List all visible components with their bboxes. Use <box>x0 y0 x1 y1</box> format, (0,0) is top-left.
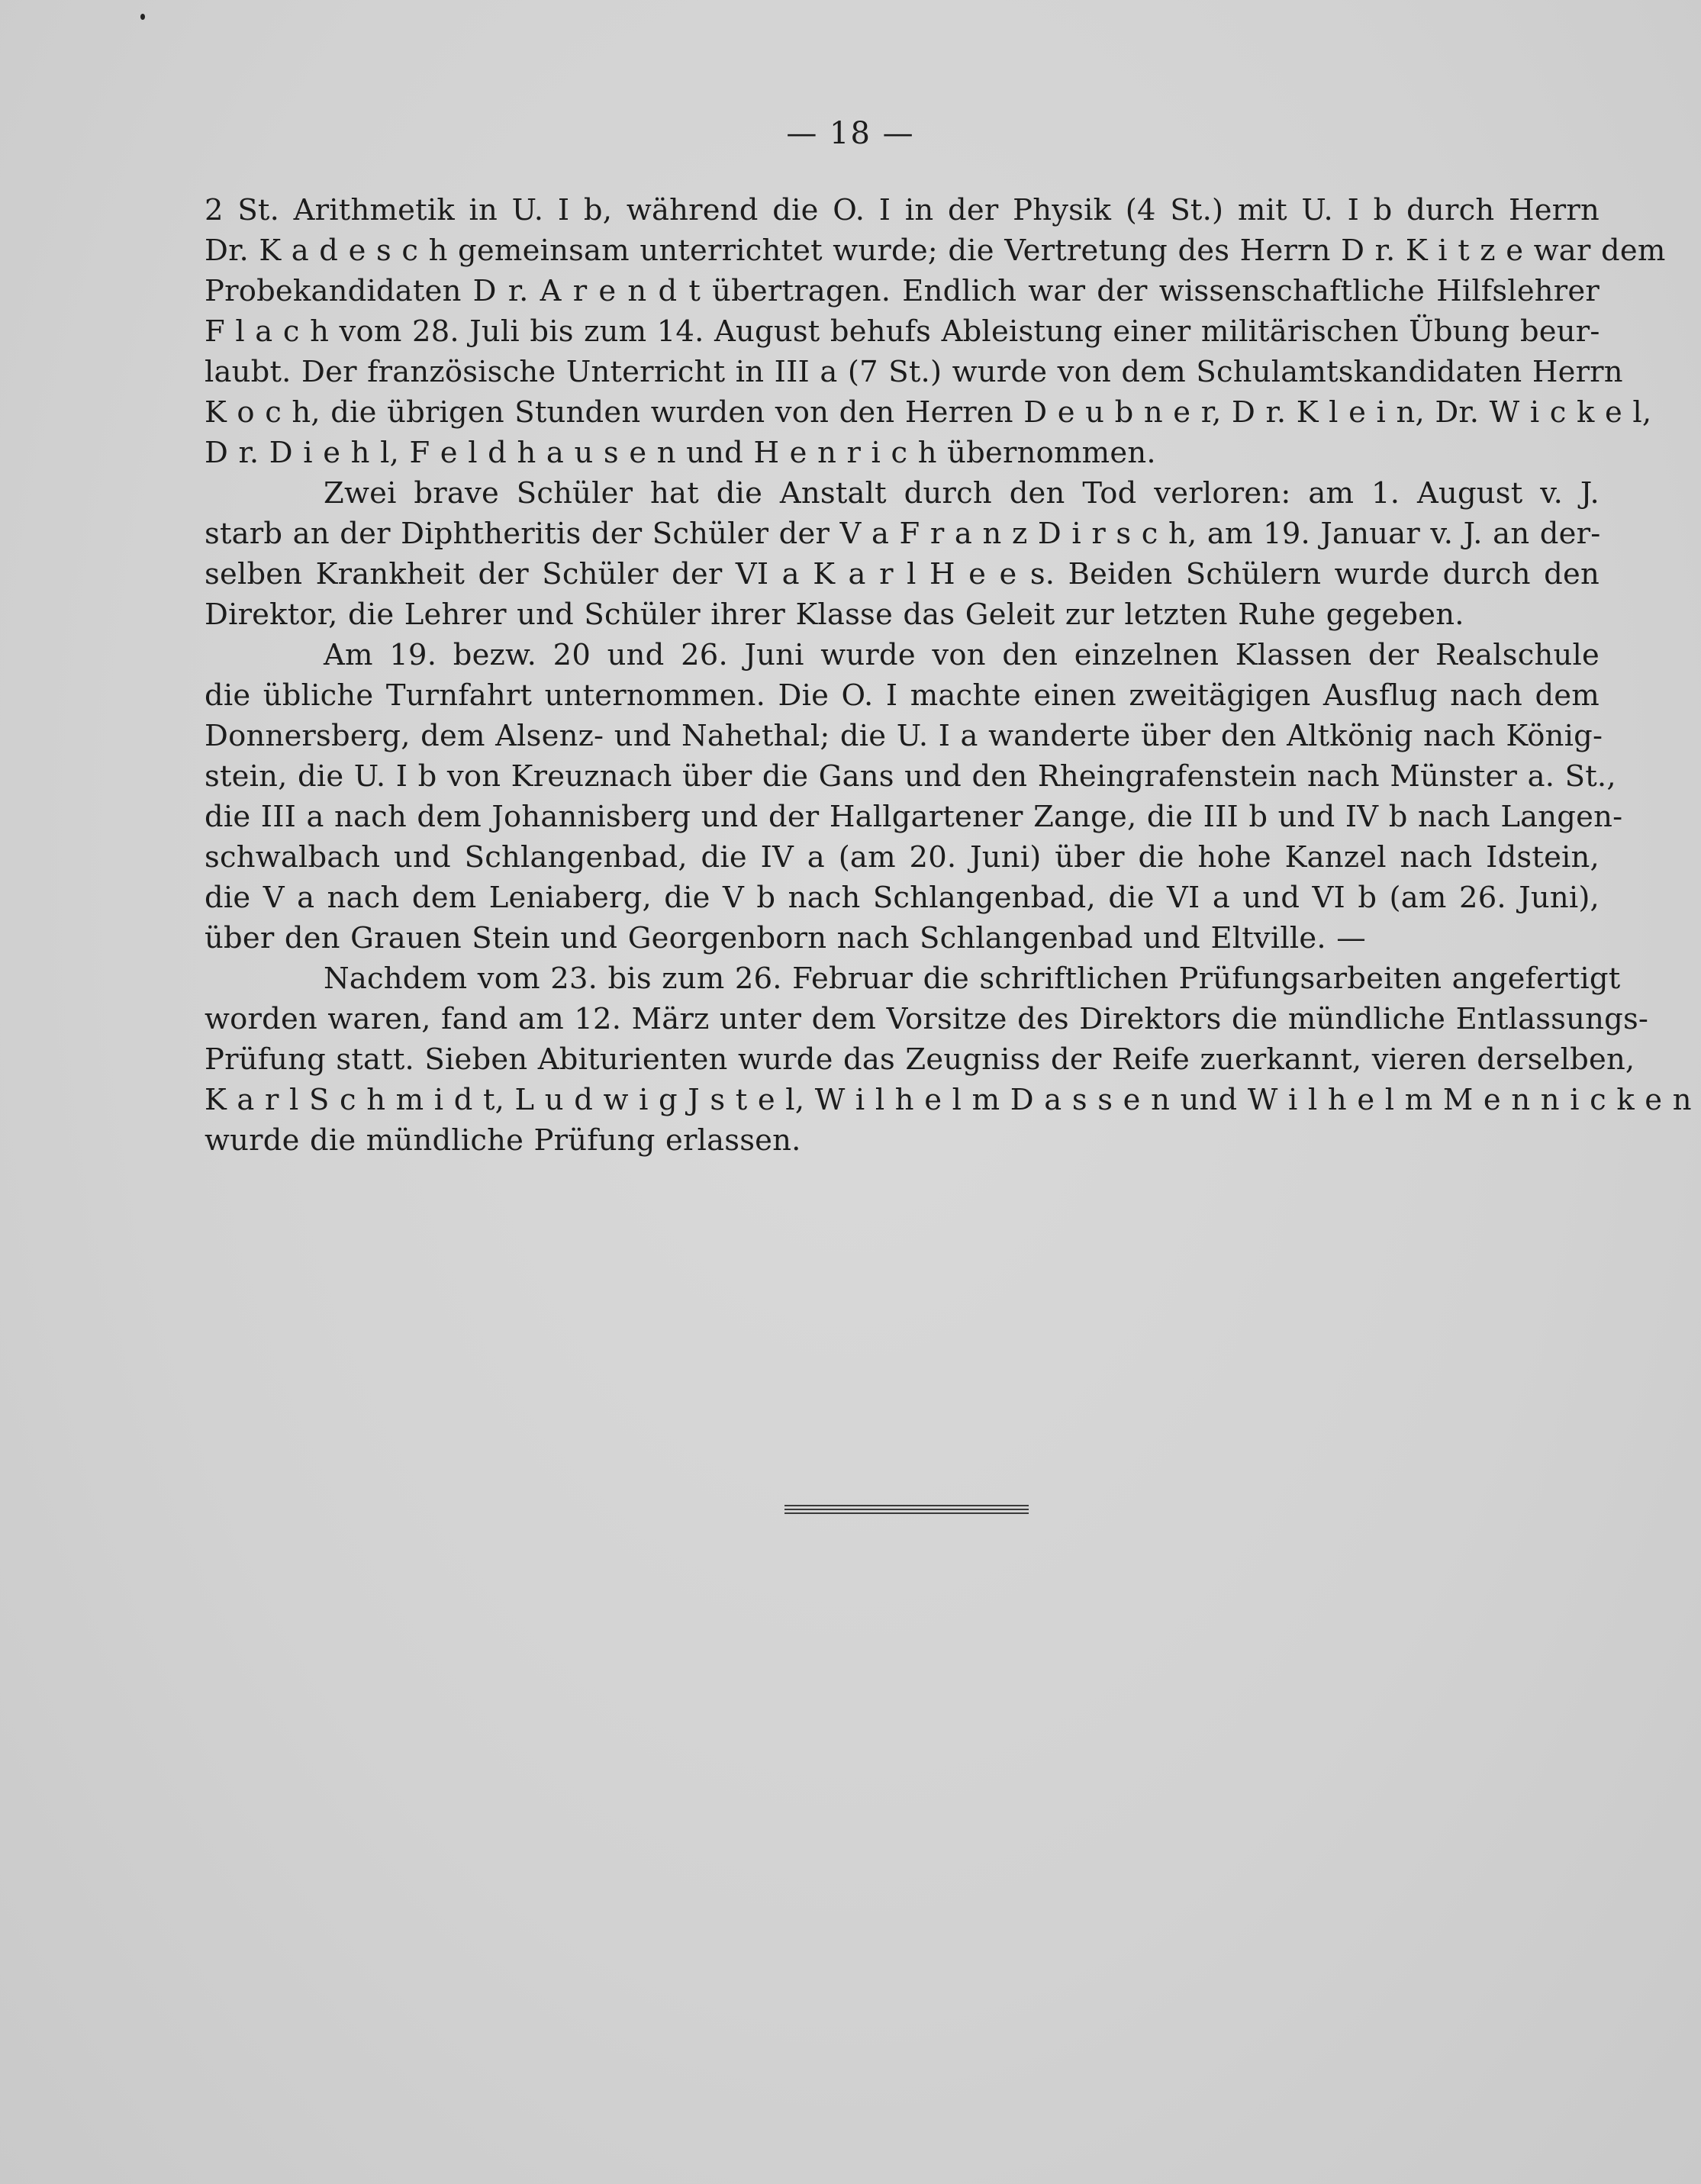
text-line: Donnersberg, dem Alsenz- und Nahethal; die U. I a wanderte über den Altkönig nach König- <box>205 719 1603 753</box>
section-divider <box>784 1505 1029 1516</box>
text-line: 2 St. Arithmetik in U. I b, während die O. I in der Physik (4 St.) mit U. I b durch Herrn <box>205 193 1600 227</box>
divider-rule <box>784 1512 1029 1514</box>
print-speck <box>140 14 145 20</box>
text-line: selben Krankheit der Schüler der VI a K a r l H e e s. Beiden Schülern wurde durch den <box>205 557 1600 591</box>
text-line: K o c h, die übrigen Stunden wurden von den Herren D e u b n e r, D r. K l e i n, Dr. W i c k e l, <box>205 395 1652 430</box>
divider-rule <box>784 1505 1029 1506</box>
text-line: Am 19. bezw. 20 und 26. Juni wurde von den einzelnen Klassen der Realschule <box>324 638 1600 672</box>
text-line: Direktor, die Lehrer und Schüler ihrer Klasse das Geleit zur letzten Ruhe gegeben. <box>205 598 1464 632</box>
text-line: Dr. K a d e s c h gemeinsam unterrichtet wurde; die Vertretung des Herrn D r. K i t z e war dem <box>205 234 1666 268</box>
text-line: die übliche Turnfahrt unternommen. Die O. I machte einen zweitägigen Ausflug nach dem <box>205 678 1600 713</box>
text-line: die III a nach dem Johannisberg und der Hallgartener Zange, die III b und IV b nach Langen- <box>205 800 1623 834</box>
text-line: stein, die U. I b von Kreuznach über die Gans und den Rheingrafenstein nach Münster a. St., <box>205 759 1616 794</box>
text-line: K a r l S c h m i d t, L u d w i g J s t e l, W i l h e l m D a s s e n und W i l h e l m M e n n i c k e n <box>205 1083 1692 1117</box>
text-line: Prüfung statt. Sieben Abiturienten wurde das Zeugniss der Reife zuerkannt, vieren derselben, <box>205 1042 1635 1077</box>
divider-rule <box>784 1509 1029 1510</box>
text-line: starb an der Diphtheritis der Schüler der V a F r a n z D i r s c h, am 19. Januar v. J. an der- <box>205 517 1601 551</box>
page-number: — 18 — <box>786 116 915 151</box>
text-line: die V a nach dem Leniaberg, die V b nach Schlangenbad, die VI a und VI b (am 26. Juni), <box>205 881 1600 915</box>
body-text <box>205 190 1692 1161</box>
text-line: über den Grauen Stein und Georgenborn nach Schlangenbad und Eltville. — <box>205 921 1366 955</box>
text-line: Probekandidaten D r. A r e n d t übertragen. Endlich war der wissenschaftliche Hilfslehrer <box>205 274 1600 308</box>
text-line: schwalbach und Schlangenbad, die IV a (am 20. Juni) über die hohe Kanzel nach Idstein, <box>205 840 1600 875</box>
text-line: laubt. Der französische Unterricht in III a (7 St.) wurde von dem Schulamtskandidaten Herrn <box>205 355 1623 389</box>
text-line: wurde die mündliche Prüfung erlassen. <box>205 1123 801 1158</box>
text-line: Nachdem vom 23. bis zum 26. Februar die schriftlichen Prüfungsarbeiten angefertigt <box>324 962 1621 996</box>
text-line: worden waren, fand am 12. März unter dem Vorsitze des Direktors die mündliche Entlassungs- <box>205 1002 1649 1036</box>
text-line: D r. D i e h l, F e l d h a u s e n und H e n r i c h übernommen. <box>205 436 1156 470</box>
text-line: F l a c h vom 28. Juli bis zum 14. August behufs Ableistung einer militärischen Übung beur- <box>205 314 1600 349</box>
text-line: Zwei brave Schüler hat die Anstalt durch den Tod verloren: am 1. August v. J. <box>324 476 1600 511</box>
